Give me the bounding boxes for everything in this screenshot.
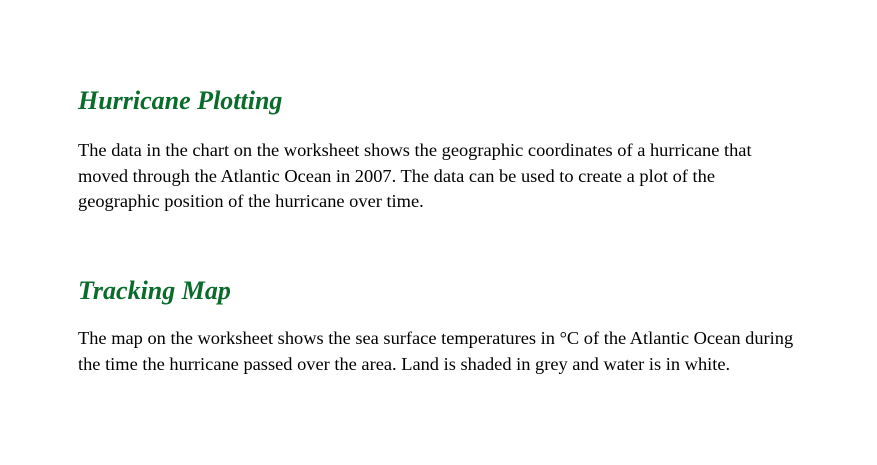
section-heading-tracking-map: Tracking Map — [78, 276, 231, 305]
paragraph-line: moved through the Atlantic Ocean in 2007. The data can be used to create a plot of the — [78, 165, 715, 186]
section-paragraph-tracking-map — [78, 326, 868, 377]
paragraph-line: The map on the worksheet shows the sea surface temperatures in °C of the Atlantic Ocean during — [78, 328, 794, 348]
paragraph-line: geographic position of the hurricane over time. — [78, 191, 424, 211]
section-paragraph-hurricane-plotting — [78, 138, 868, 215]
paragraph-line: The data in the chart on the worksheet shows the geographic coordinates of a hurricane that — [78, 140, 752, 160]
paragraph-line: the time the hurricane passed over the area. Land is shaded in grey and water is in white. — [78, 353, 731, 374]
section-heading-hurricane-plotting: Hurricane Plotting — [78, 86, 283, 115]
